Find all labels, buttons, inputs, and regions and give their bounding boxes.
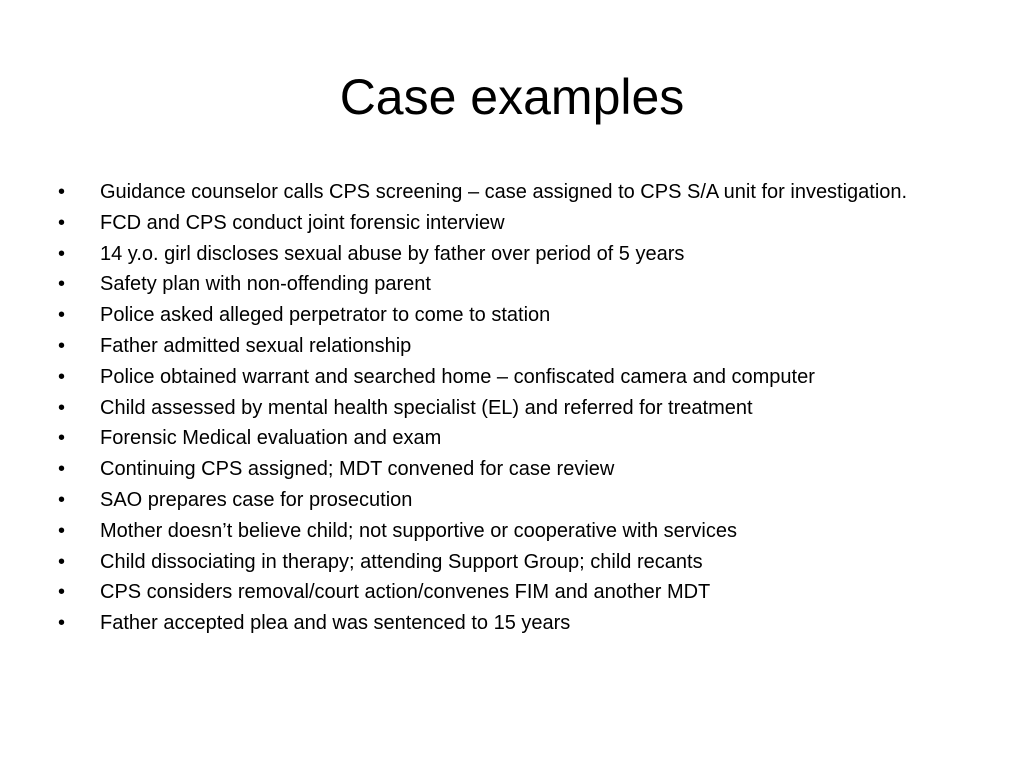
list-item: [58, 334, 958, 358]
bullet-icon: •: [58, 273, 66, 296]
list-item: [58, 488, 958, 512]
list-item: [58, 242, 958, 266]
list-item: [58, 426, 958, 450]
bullet-icon: •: [58, 550, 66, 573]
list-item: [58, 180, 958, 204]
bullet-icon: •: [58, 519, 66, 542]
bullet-text: Child dissociating in therapy; attending Support Group; child recants: [100, 550, 703, 573]
bullet-text: Child assessed by mental health specialist (EL) and referred for treatment: [100, 396, 753, 419]
list-item: [58, 211, 958, 235]
bullet-icon: •: [58, 181, 66, 203]
bullet-text: CPS considers removal/court action/convenes FIM and another MDT: [100, 581, 711, 604]
bullet-icon: •: [58, 612, 66, 635]
list-item: [58, 519, 958, 543]
list-item: [58, 457, 958, 481]
list-item: [58, 272, 958, 296]
bullet-text: Father accepted plea and was sentenced to 15 years: [100, 612, 571, 635]
list-item: [58, 550, 958, 574]
bullet-icon: •: [58, 304, 66, 327]
bullet-icon: •: [58, 488, 66, 511]
bullet-text: Continuing CPS assigned; MDT convened for case review: [100, 458, 615, 481]
bullet-icon: •: [58, 334, 66, 357]
bullet-text: Mother doesn’t believe child; not supportive or cooperative with services: [100, 519, 737, 542]
bullet-text: Police obtained warrant and searched home – confiscated camera and computer: [100, 365, 815, 388]
slide-title: Case examples: [339, 69, 685, 125]
bullet-icon: •: [58, 396, 66, 419]
list-item: [58, 396, 958, 420]
list-item: [58, 611, 958, 635]
bullet-text: Forensic Medical evaluation and exam: [100, 427, 442, 450]
bullet-icon: •: [58, 211, 66, 234]
bullet-text: SAO prepares case for prosecution: [100, 488, 413, 511]
bullet-text: Guidance counselor calls CPS screening – case assigned to CPS S/A unit for investigation.: [100, 181, 908, 203]
bullet-icon: •: [58, 365, 66, 388]
bullet-icon: •: [58, 242, 66, 265]
bullet-text: Police asked alleged perpetrator to come to station: [100, 304, 551, 327]
bullet-text: FCD and CPS conduct joint forensic interview: [100, 211, 505, 234]
bullet-icon: •: [58, 458, 66, 481]
list-item: [58, 580, 958, 604]
bullet-text: 14 y.o. girl discloses sexual abuse by father over period of 5 years: [100, 242, 685, 265]
bullet-icon: •: [58, 427, 66, 450]
bullet-icon: •: [58, 581, 66, 604]
list-item: [58, 303, 958, 327]
list-item: [58, 365, 958, 389]
bullet-list: [58, 180, 958, 642]
bullet-text: Father admitted sexual relationship: [100, 334, 412, 357]
bullet-text: Safety plan with non-offending parent: [100, 273, 431, 296]
